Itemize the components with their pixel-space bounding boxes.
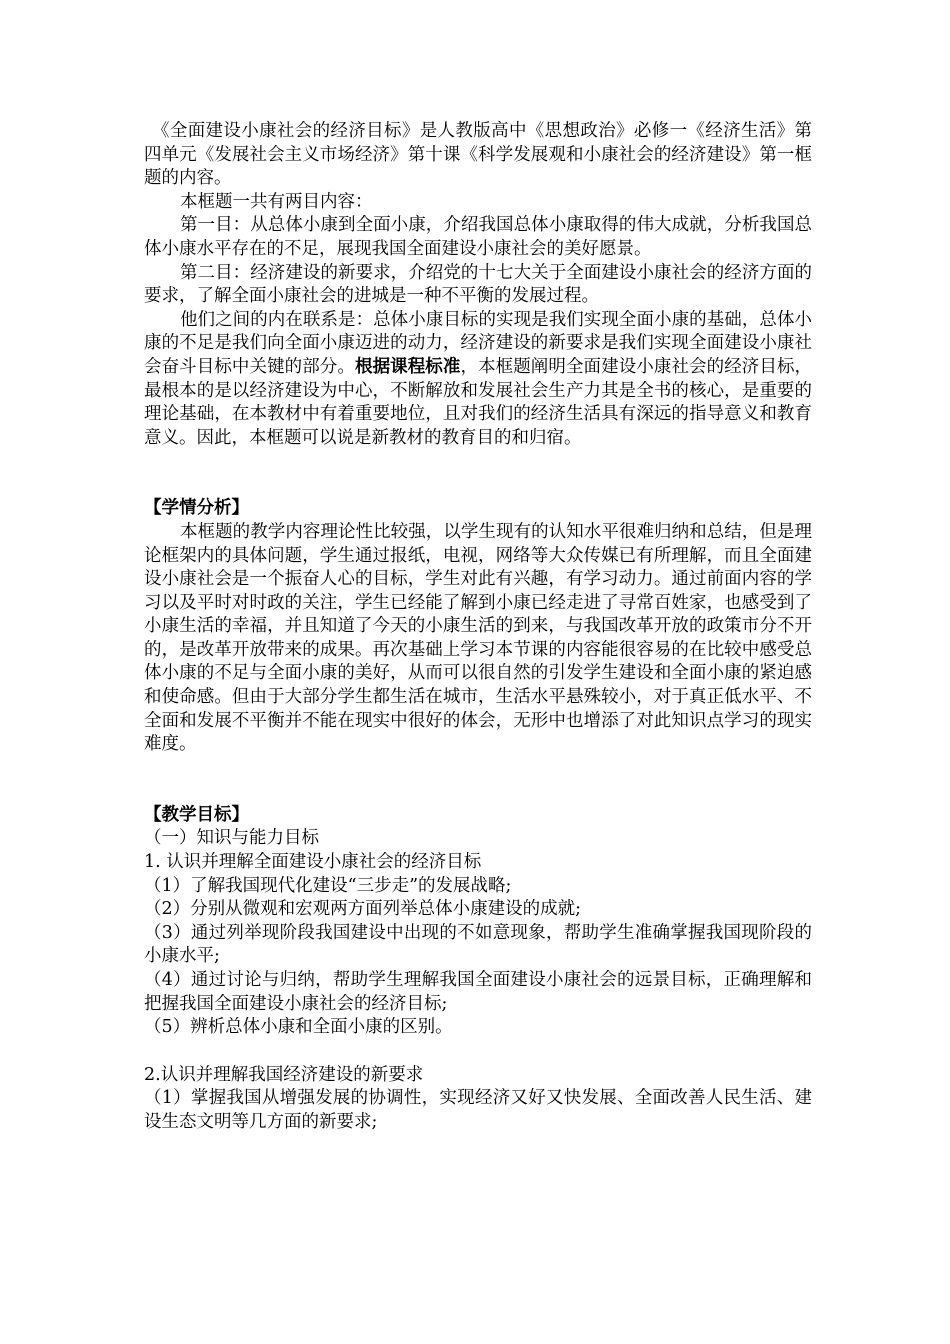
analysis-heading: 【学情分析】 (144, 498, 249, 519)
analysis-paragraph: 本框题的教学内容理论性比较强，以学生现有的认知水平很难归纳和总结，但是理论框架内的具体问题，学生通过报纸，电视，网络等大众传媒已有所理解，而且全面建设小康社会是一个振奋人心的目标，学生对此有兴趣，有学习动力。通过前面内容的学习以及平时对时政的关注，学生已经能了解到小康已经走进了寻常百姓家，也感受到了小康生活的幸福，并且知道了今天的小康生活的到来，与我国改革开放的政策市分不开的，是改革开放带来的成果。再次基础上学习本节课的内容能很容易的在比较中感受总体小康的不足与全面小康的美好，从而可以很自然的引发学生建设和全面小康的紧迫感和使命感。但由于大部分学生都生活在城市，生活水平悬殊较小，对于真正低水平、不全面和发展不平衡并不能在现实中很好的体会，无形中也增添了对此知识点学习的现实难度。 (144, 521, 812, 755)
goals-heading: 【教学目标】 (144, 804, 249, 825)
intro-paragraph-4: 第二目：经济建设的新要求，介绍党的十七大关于全面建设小康社会的经济方面的要求，了解全面小康社会的进城是一种不平衡的发展过程。 (144, 262, 812, 307)
goal-item-1-sub-1: （1）了解我国现代化建设“三步走”的发展战略; (144, 875, 512, 896)
spacer (144, 757, 812, 804)
goal-item-2-sub-1: （1）掌握我国从增强发展的协调性，实现经济又好又快发展、全面改善人民生活、建设生态文明等几方面的新要求; (144, 1088, 812, 1132)
intro-paragraph-5 (144, 309, 812, 451)
goal-item-1-sub-4: （4）通过讨论与归纳，帮助学生理解我国全面建设小康社会的远景目标，正确理解和把握我国全面建设小康社会的经济目标; (144, 970, 812, 1014)
goal-item-1-sub-5: （5）辨析总体小康和全面小康的区别。 (144, 1017, 453, 1038)
goal-item-2-title: 2.认识并理解我国经济建设的新要求 (144, 1064, 424, 1085)
curriculum-standard-bold: 根据课程标准 (354, 356, 461, 377)
intro-paragraph-3: 第一目：从总体小康到全面小康，介绍我国总体小康取得的伟大成就，分析我国总体小康水平存在的不足，展现我国全面建设小康社会的美好愿景。 (144, 215, 812, 259)
goal-item-1-title: 1. 认识并理解全面建设小康社会的经济目标 (144, 852, 482, 873)
goals-subheading-knowledge: （一）知识与能力目标 (144, 828, 319, 849)
intro-paragraph-5-part-b: ，本框题阐明全面建设小康社会的经济目标，最根本的是以经济建设为中心，不断解放和发展社会生产力其是全书的核心，是重要的理论基础，在本教材中有着重要地位，且对我们的经济生活具有深远的指导意义和教育意义。因此，本框题可以说是新教材的教育目的和归宿。 (144, 356, 813, 448)
intro-paragraph-5-part-a: 他们之间的内在联系是：总体小康目标的实现是我们实现全面小康的基础，总体小康的不足是我们向全面小康迈进的动力，经济建设的新要求是我们实现全面建设小康社会奋斗目标中关键的部分。 (144, 309, 812, 377)
intro-paragraph-1: 《全面建设小康社会的经济目标》是人教版高中《思想政治》必修一《经济生活》第四单元《发展社会主义市场经济》第十课《科学发展观和小康社会的经济建设》第一框题的内容。 (144, 121, 812, 189)
document-body (144, 120, 812, 1135)
goal-item-1-sub-2: （2）分别从微观和宏观两方面列举总体小康建设的成就; (144, 899, 582, 920)
goal-item-1-sub-3: （3）通过列举现阶段我国建设中出现的不如意现象，帮助学生准确掌握我国现阶段的小康水平; (144, 922, 812, 967)
intro-paragraph-2: 本框题一共有两目内容： (180, 191, 373, 212)
spacer (144, 450, 812, 497)
spacer (144, 1040, 812, 1064)
